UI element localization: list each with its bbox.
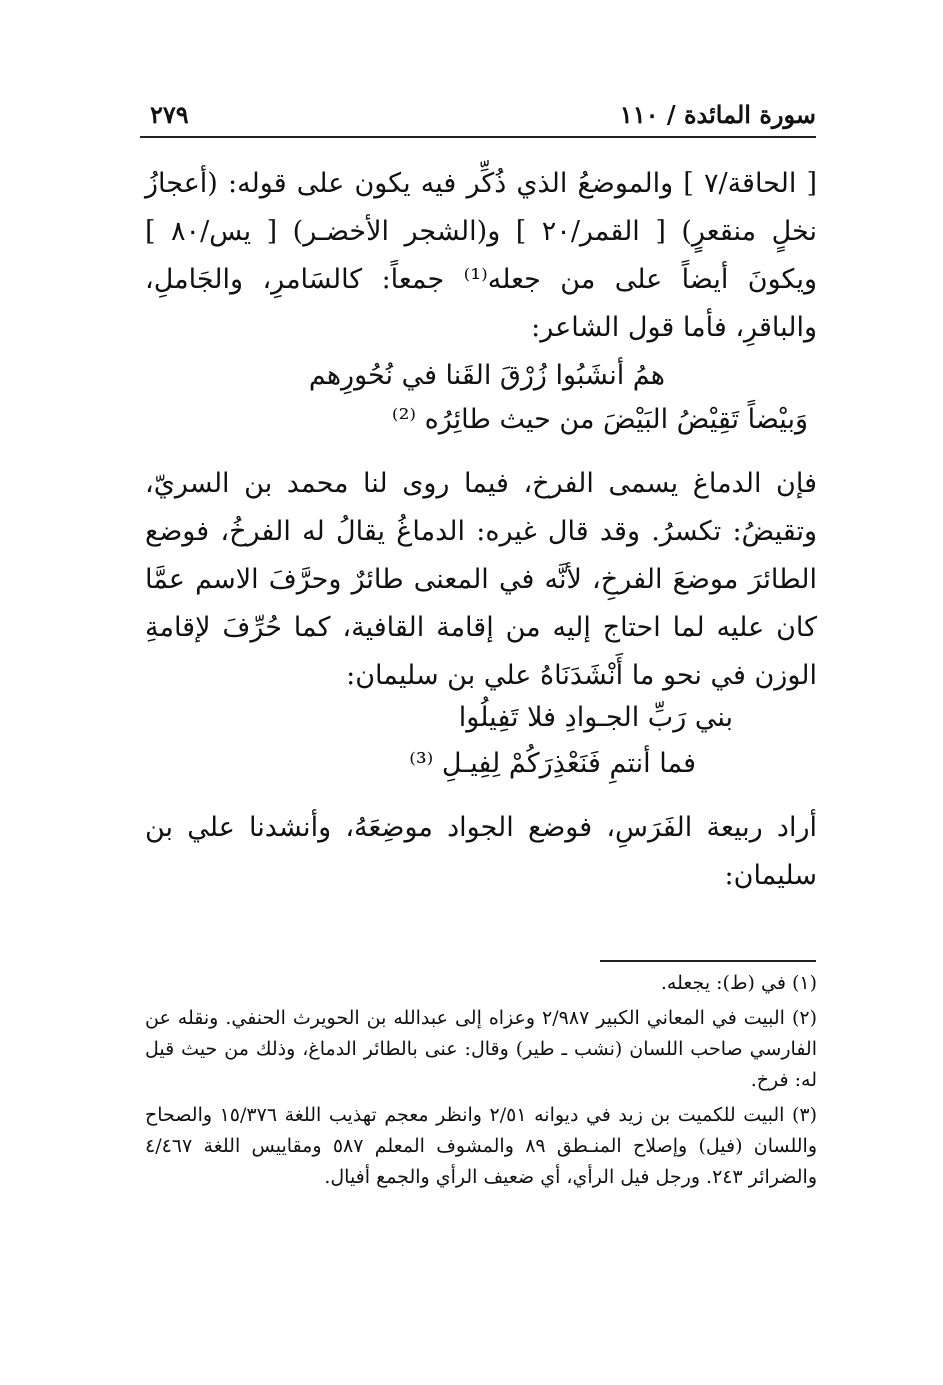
footnote-1: (١) في (ط): يجعله. [660,972,817,994]
footnotes [145,968,817,1197]
page-number: ٢٧٩ [150,100,189,129]
paragraph-2: فإن الدماغ يسمى الفرخ، فيما روى لنا محمد بن السريّ، وتقيضُ: تكسرُ. وقد قال غيره: الدماغُ يقالُ له الفرخُ، فوضع الطائرَ موضعَ الفرخِ، لأنَّه في المعنى طائرٌ وحرَّفَ الاسم عمَّا كان عليه لما احتاج إليه من إقامة القافية، كما حُرِّفَ لإقامةِ الوزن في نحو ما أَنْشَدَنَاهُ علي بن سليمان: [145,468,817,691]
paragraph-1: [ الحاقة/٧ ] والموضعُ الذي ذُكِّر فيه يكون على قوله: (أعجازُ نخلٍ منقعرٍ) [ القمر/٢٠ ] و(الشجر الأخضـر) [ يس/٨٠ ] ويكونَ أيضاً على من جعله⁽¹⁾ جمعاً: كالسَامرِ، والجَاملِ، والباقرِ، فأما قول الشاعر: [145,168,817,343]
paragraph-3: أراد ربيعة الفَرَسِ، فوضع الجواد موضِعَهُ، وأنشدنا علي بن سليمان: [145,812,817,891]
footnote-2: (٢) البيت في المعاني الكبير ٢/٩٨٧ وعزاه إلى عبدالله بن الحويرث الحنفي. ونقله عن الفارسي صاحب اللسان (نشب ـ طير) وقال: عنى بالطائر الدماغ، وذلك من حيث قيل له: فرخ. [145,1007,817,1091]
footnote-3: (٣) البيت للكميت بن زيد في ديوانه ٢/٥١ وانظر معجم تهذيب اللغة ١٥/٣٧٦ والصحاح واللسان (فيل) وإصلاح المنـطق ٨٩ والمشوف المعلم ٥٨٧ ومقاييس اللغة ٤/٤٦٧ والضرائر ٢٤٣. ورجل فيل الرأي، أي ضعيف الرأي والجمع أفيال. [145,1104,818,1188]
main-text-block-2 [145,460,817,700]
page-header [140,100,816,134]
footnote-divider [600,960,816,962]
verse-1-hemistich-1: همُ أنشَبُوا زُرْقَ القَنا في نُحُورِهم [308,360,665,391]
verse-2-hemistich-1: بني رَبِّ الجـوادِ فلا تَفِيلُوا [458,702,733,733]
verse-2-hemistich-2: فما أنتمِ فَنَعْذِرَكُمْ لِفِيـلِ ⁽³⁾ [409,748,696,779]
running-title: سورة المائدة / ١١٠ [619,100,816,129]
header-divider [140,136,816,138]
verse-1-hemistich-2: وَبيْضاً تَقِيْضُ البَيْضَ من حيث طائِرُه ⁽²⁾ [391,404,808,435]
main-text-block-3 [145,804,817,900]
main-text-block-1 [145,160,817,352]
